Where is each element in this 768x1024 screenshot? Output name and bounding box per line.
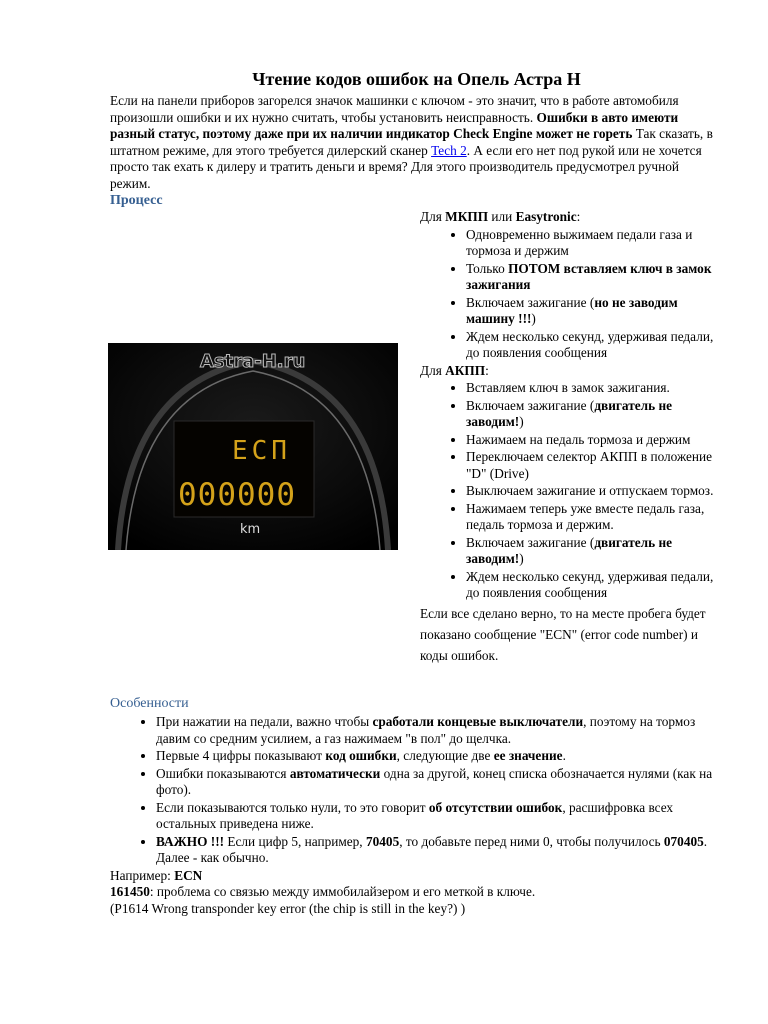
photo-line1: ECП (232, 436, 291, 466)
page-title: Чтение кодов ошибок на Опель Астра H (252, 69, 581, 89)
list-item: • Нажимаем теперь уже вместе педаль газа, педаль тормоза и держим. (466, 501, 720, 534)
document (110, 68, 715, 917)
intro-rest2: . А если его нет под рукой или не хочется просто так ехать к дилеру и тратить деньги и время? Для этого производитель предусмотрел ручной режим. (110, 142, 702, 191)
process-heading: Процесс (110, 193, 163, 208)
list-item: • Только ПОТОМ вставляем ключ в замок зажигания (466, 261, 720, 294)
list-item: • Переключаем селектор АКПП в положение "D" (Drive) (466, 449, 720, 482)
example-code-line: 161450: проблема со связью между иммобилайзером и его меткой в ключе. (110, 884, 536, 899)
mkpp-heading: Для МКПП или Easytronic: (420, 209, 581, 224)
example-label: Например: ECN (110, 867, 203, 883)
intro-paragraph (110, 93, 715, 192)
intro-rest1: Так сказать, в штатном режиме, для этого требуется дилерский сканер (110, 126, 713, 158)
akpp-heading: Для АКПП: (420, 362, 489, 378)
list-item: • Если показываются только нули, то это говорит об отсутствии ошибок, расшифровка всех остальных приведена ниже. (156, 800, 715, 833)
list-item: • Включаем зажигание (но не заводим машину !!!) (466, 295, 720, 328)
list-item: • Первые 4 цифры показывают код ошибки, следующие две ее значение. (156, 748, 715, 765)
intro-text: Если на панели приборов загорелся значок машинки с ключом - это значит, что в работе автомобиля произошли ошибки и их нужно считать, чтобы установить неисправность. (110, 93, 679, 125)
dashboard-photo (108, 343, 398, 550)
list-item: • Включаем зажигание (двигатель не заводим!) (466, 535, 720, 568)
list-item: • Выключаем зажигание и отпускаем тормоз. (466, 483, 720, 500)
list-item: • Вставляем ключ в замок зажигания. (466, 380, 720, 397)
process-section (110, 209, 715, 689)
features-heading: Особенности (110, 696, 189, 711)
list-item: • Нажимаем на педаль тормоза и держим (466, 432, 720, 449)
list-item: • При нажатии на педали, важно чтобы сработали концевые выключатели, поэтому на тормоз давим со средним усилием, а газ нажимаем "в пол" до щелчка. (156, 714, 715, 747)
list-item: • ВАЖНО !!! Если цифр 5, например, 70405, то добавьте перед ними 0, чтобы получилось 070405. Далее - как обычно. (156, 834, 715, 867)
features-section (110, 695, 715, 917)
intro-bold: Ошибки в авто имеюти разный статус, поэтому даже при их наличии индикатор Check Engine может не гореть (110, 109, 679, 141)
features-list (110, 714, 715, 867)
list-item: • Ошибки показываются автоматически одна за другой, конец списка обозначается нулями (как на фото). (156, 766, 715, 799)
list-item: • Одновременно выжимаем педали газа и тормоза и держим (466, 227, 720, 260)
list-item: • Включаем зажигание (двигатель не заводим!) (466, 398, 720, 431)
photo-line2: 000000 (178, 477, 296, 513)
photo-unit: km (240, 522, 261, 537)
instructions-column (420, 209, 720, 666)
result-text: Если все сделано верно, то на месте пробега будет показано сообщение "ECN" (error code number) и коды ошибок. (420, 605, 706, 663)
list-item: • Ждем несколько секунд, удерживая педали, до появления сообщения (466, 569, 720, 602)
photo-watermark: Astra-H.ru (200, 351, 306, 372)
akpp-list (420, 380, 720, 602)
odometer-display-image (108, 343, 398, 550)
mkpp-list (420, 227, 720, 362)
example-note: (P1614 Wrong transponder key error (the chip is still in the key?) ) (110, 900, 466, 916)
list-item: • Ждем несколько секунд, удерживая педали, до появления сообщения (466, 329, 720, 362)
tech2-link[interactable]: Tech 2 (431, 142, 467, 158)
